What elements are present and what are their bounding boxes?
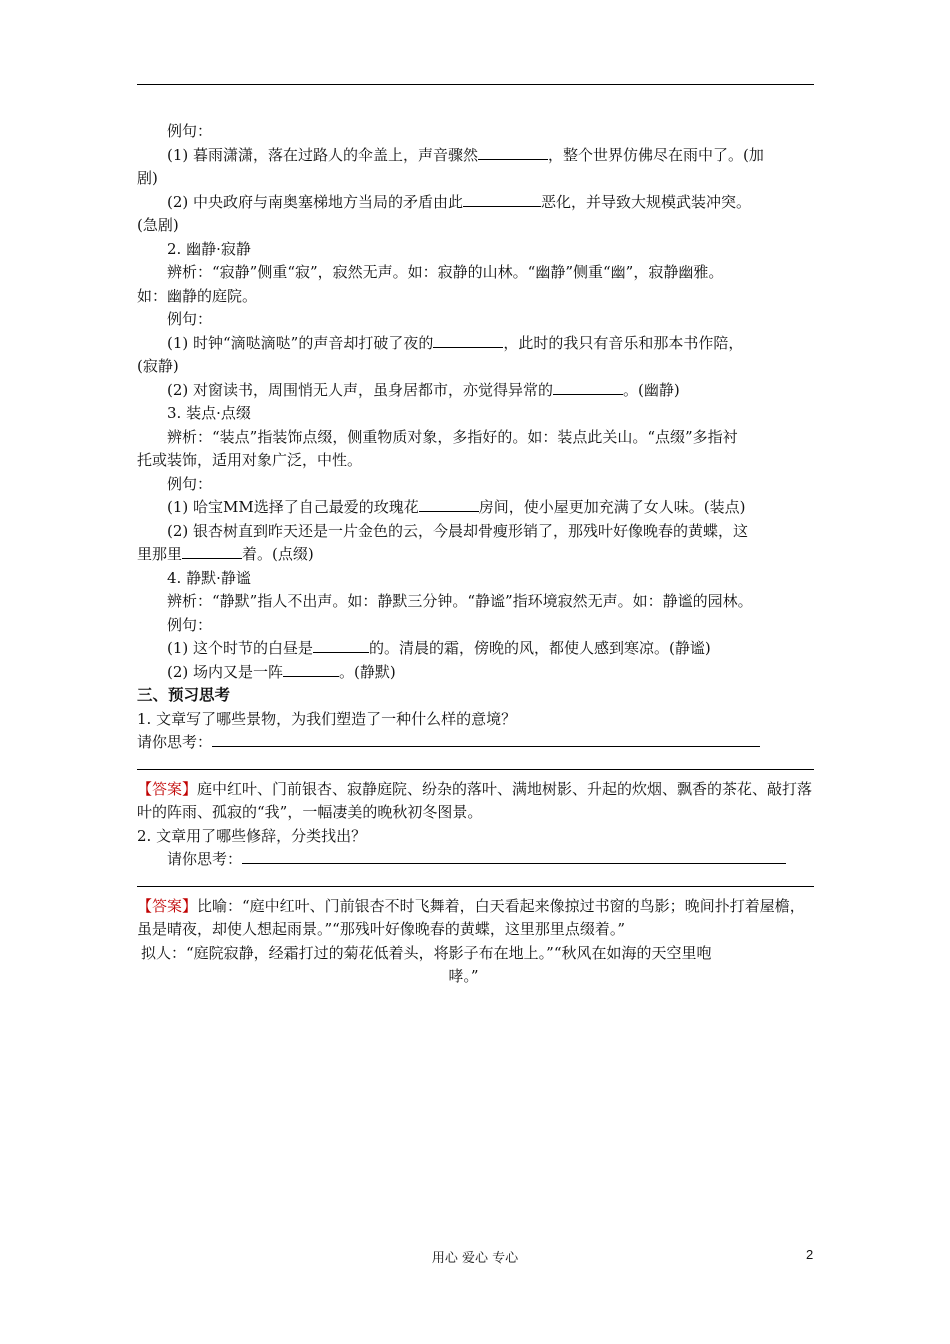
example-sentence: (1) 这个时节的白昼是 的。清晨的霜，傍晚的风，都使人感到寒凉。(静谧) [167, 639, 711, 657]
analysis-text: 辨析：“装点”指装饰点缀，侧重物质对象，多指好的。如：装点此关山。“点缀”多指衬 [167, 427, 738, 446]
think-prompt-1: 请你思考： [137, 731, 814, 755]
document-body [137, 120, 814, 989]
fill-blank[interactable] [478, 145, 548, 160]
footer-motto: 用心 爱心 专心 [431, 1251, 519, 1266]
answer-tag: 【答案】 [137, 779, 198, 798]
example-sentence: (2) 对窗读书，周围悄无人声，虽身居都市，亦觉得异常的 。(幽静) [167, 380, 680, 399]
answer-line[interactable] [137, 872, 814, 887]
example-sentence: (1) 暮雨潇潇，落在过路人的伞盖上，声音骤然 ，整个世界仿佛尽在雨中了。(加 [167, 145, 764, 164]
fill-blank[interactable] [283, 662, 339, 677]
fill-blank[interactable] [313, 638, 369, 653]
text-line: 例句： [167, 615, 213, 634]
text-line: (寂静) [137, 357, 179, 375]
answer-tag: 【答案】 [137, 896, 198, 915]
example-sentence: (2) 银杏树直到昨天还是一片金色的云，今晨却骨瘦形销了，那残叶好像晚春的黄蝶，这 [167, 521, 749, 540]
text-line: 例句： [167, 122, 213, 140]
subsection-title: 4. 静默·静谧 [167, 568, 251, 587]
example-sentence: (1) 哈宝MM选择了自己最爱的玫瑰花 房间，使小屋更加充满了女人味。(装点) [167, 498, 746, 516]
question-2: 2. 文章用了哪些修辞，分类找出？ [137, 826, 367, 845]
answer-line[interactable] [137, 755, 814, 770]
answer-2-personification: 拟人：“庭院寂静，经霜打过的菊花低着头，将影子布在地上。”“秋风在如海的天空里咆 [141, 943, 712, 962]
subsection-title: 2. 幽静·寂静 [167, 239, 251, 258]
example-sentence: (1) 时钟“滴哒滴哒”的声音却打破了夜的 ，此时的我只有音乐和那本书作陪， [167, 333, 744, 352]
fill-blank[interactable] [419, 497, 479, 512]
fill-blank[interactable] [553, 380, 623, 395]
fill-blank[interactable] [463, 192, 541, 207]
answer-line[interactable] [242, 849, 786, 864]
subsection-title: 3. 装点·点缀 [167, 404, 251, 422]
analysis-text: 如：幽静的庭院。 [137, 286, 258, 305]
text-line: 例句： [167, 310, 213, 328]
think-prompt-2: 请你思考： [137, 848, 814, 872]
answer-1: 【答案】庭中红叶、门前银杏、寂静庭院、纷杂的落叶、满地树影、升起的炊烟、飘香的茶花、敲打落叶的阵雨、孤寂的“我”，一幅凄美的晚秋初冬图景。 [137, 779, 813, 821]
answer-2-end: 哮。” [448, 967, 479, 985]
page-number: 2 [806, 1247, 814, 1262]
example-sentence: 里那里 着。(点缀) [137, 545, 314, 563]
question-1: 1. 文章写了哪些景物，为我们塑造了一种什么样的意境？ [137, 709, 517, 728]
text-line: (急剧) [137, 216, 179, 234]
analysis-text: 辨析：“静默”指人不出声。如：静默三分钟。“静谧”指环境寂然无声。如：静谧的园林。 [167, 592, 753, 610]
analysis-text: 托或装饰，适用对象广泛，中性。 [137, 451, 363, 469]
fill-blank[interactable] [433, 333, 503, 348]
analysis-text: 辨析：“寂静”侧重“寂”，寂然无声。如：寂静的山林。“幽静”侧重“幽”，寂静幽雅。 [167, 263, 724, 281]
text-line: 例句： [167, 474, 213, 493]
answer-line[interactable] [212, 732, 760, 747]
section-heading: 三、预习思考 [137, 686, 231, 704]
fill-blank[interactable] [182, 544, 242, 559]
example-sentence: (2) 中央政府与南奥塞梯地方当局的矛盾由此 恶化，并导致大规模武装冲突。 [167, 192, 752, 211]
example-sentence: (2) 场内又是一阵 。(静默) [167, 662, 396, 681]
text-line: 剧) [137, 169, 158, 187]
answer-2: 【答案】比喻：“庭中红叶、门前银杏不时飞舞着，白天看起来像掠过书窗的鸟影；晚间扑打着屋檐，虽是晴夜，却使人想起雨景。”“那残叶好像晚春的黄蝶，这里那里点缀着。” [137, 896, 805, 938]
header-rule [137, 84, 814, 85]
